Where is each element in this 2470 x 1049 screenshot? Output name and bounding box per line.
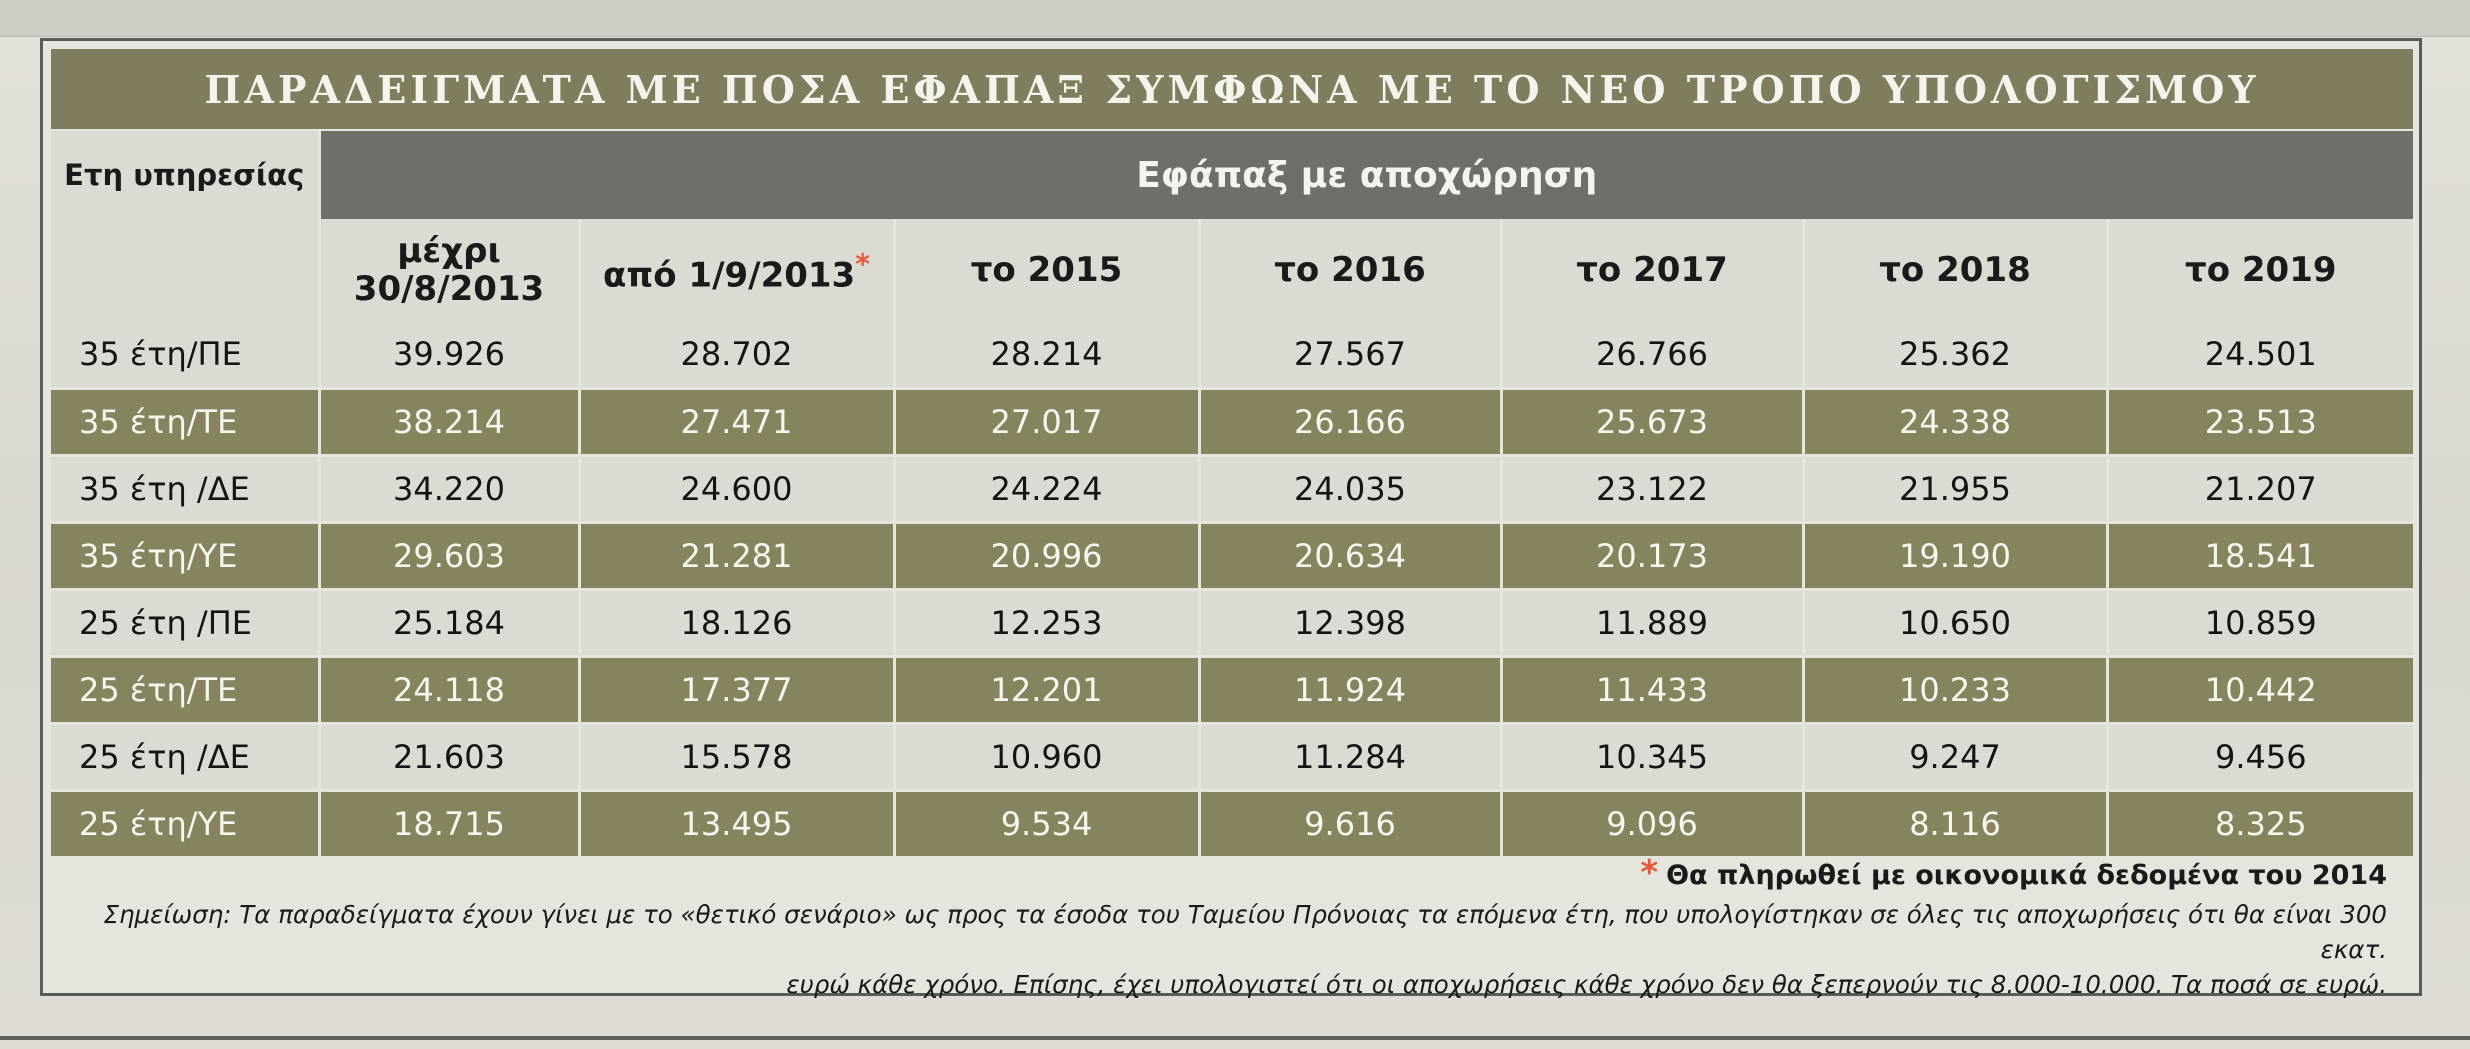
row-label: 25 έτη/ΤΕ <box>51 656 319 723</box>
table-cell: 9.616 <box>1199 790 1501 857</box>
table-row <box>51 388 2413 455</box>
column-header-line2: 30/8/2013 <box>353 269 545 309</box>
title-bar <box>51 49 2413 129</box>
table-cell: 10.650 <box>1803 589 2107 656</box>
column-header <box>1803 219 2107 321</box>
methodology-note <box>67 897 2387 1002</box>
table-cell: 15.578 <box>579 723 894 790</box>
footnote-text: Θα πληρωθεί με οικονομικά δεδομένα του 2014 <box>1666 860 2387 891</box>
column-header <box>579 219 894 321</box>
table-title: ΠΑΡΑΔΕΙΓΜΑΤΑ ΜΕ ΠΟΣΑ ΕΦΑΠΑΞ ΣΥΜΦΩΝΑ ΜΕ ΤΟ ΝΕΟ ΤΡΟΠΟ ΥΠΟΛΟΓΙΣΜΟΥ <box>204 66 2260 112</box>
row-label: 25 έτη/ΥΕ <box>51 790 319 857</box>
row-label: 35 έτη/ΠΕ <box>51 321 319 388</box>
table-cell: 23.513 <box>2107 388 2413 455</box>
column-header <box>2107 219 2413 321</box>
table-row <box>51 656 2413 723</box>
table-row <box>51 522 2413 589</box>
column-header-line1: το 2015 <box>970 250 1123 290</box>
table-cell: 20.996 <box>894 522 1199 589</box>
table-cell: 21.955 <box>1803 455 2107 522</box>
table-cell: 9.096 <box>1501 790 1803 857</box>
years-column-spacer <box>51 219 319 321</box>
table-cell: 21.207 <box>2107 455 2413 522</box>
table-cell: 11.889 <box>1501 589 1803 656</box>
bottom-rule <box>0 1036 2470 1040</box>
column-header <box>1501 219 1803 321</box>
footnote-star-note <box>1640 853 2387 893</box>
table-cell: 18.541 <box>2107 522 2413 589</box>
row-label: 35 έτη/ΤΕ <box>51 388 319 455</box>
table-cell: 10.345 <box>1501 723 1803 790</box>
table-cell: 27.017 <box>894 388 1199 455</box>
table-cell: 12.253 <box>894 589 1199 656</box>
row-label: 25 έτη /ΠΕ <box>51 589 319 656</box>
table-cell: 27.471 <box>579 388 894 455</box>
lump-sum-group-header: Εφάπαξ με αποχώρηση <box>319 131 2413 219</box>
table-cell: 26.166 <box>1199 388 1501 455</box>
previous-article-strip <box>0 0 2470 37</box>
table-cell: 8.116 <box>1803 790 2107 857</box>
table-cell: 38.214 <box>319 388 579 455</box>
table-cell: 25.184 <box>319 589 579 656</box>
table-cell: 9.534 <box>894 790 1199 857</box>
table-cell: 39.926 <box>319 321 579 388</box>
column-header <box>894 219 1199 321</box>
table-row <box>51 321 2413 388</box>
table-cell: 28.214 <box>894 321 1199 388</box>
table-cell: 20.173 <box>1501 522 1803 589</box>
table-cell: 23.122 <box>1501 455 1803 522</box>
column-header <box>319 219 579 321</box>
table-cell: 29.603 <box>319 522 579 589</box>
note-line-1: Σημείωση: Τα παραδείγματα έχουν γίνει με το «θετικό σενάριο» ως προς τα έσοδα του Ταμείου Πρόνοιας τα επόμενα έτη, που υπολογίστηκαν σε όλες τις αποχωρήσεις ότι θα είναι 300 εκατ. <box>103 900 2387 964</box>
column-header-line1: το 2019 <box>2185 250 2337 290</box>
header-row-group <box>51 131 2413 219</box>
table-cell: 12.398 <box>1199 589 1501 656</box>
table-cell: 25.673 <box>1501 388 1803 455</box>
table-cell: 27.567 <box>1199 321 1501 388</box>
table-cell: 24.501 <box>2107 321 2413 388</box>
table-cell: 24.118 <box>319 656 579 723</box>
table-cell: 11.433 <box>1501 656 1803 723</box>
table-cell: 24.224 <box>894 455 1199 522</box>
row-label: 35 έτη /ΔΕ <box>51 455 319 522</box>
column-header <box>1199 219 1501 321</box>
row-label: 25 έτη /ΔΕ <box>51 723 319 790</box>
table-cell: 18.715 <box>319 790 579 857</box>
table-cell: 11.284 <box>1199 723 1501 790</box>
table-cell: 10.233 <box>1803 656 2107 723</box>
table-cell: 28.702 <box>579 321 894 388</box>
table-cell: 8.325 <box>2107 790 2413 857</box>
table-cell: 19.190 <box>1803 522 2107 589</box>
table-cell: 34.220 <box>319 455 579 522</box>
table-cell: 20.634 <box>1199 522 1501 589</box>
table-cell: 24.600 <box>579 455 894 522</box>
table-cell: 26.766 <box>1501 321 1803 388</box>
table-cell: 24.338 <box>1803 388 2107 455</box>
table-cell: 21.603 <box>319 723 579 790</box>
table-cell: 21.281 <box>579 522 894 589</box>
column-header-line1: μέχρι <box>397 231 501 271</box>
years-of-service-header: Ετη υπηρεσίας <box>51 131 319 219</box>
column-header-line1: το 2017 <box>1576 250 1728 290</box>
table-cell: 9.247 <box>1803 723 2107 790</box>
table-cell: 17.377 <box>579 656 894 723</box>
table-row <box>51 723 2413 790</box>
lump-sum-table <box>51 131 2413 859</box>
table-cell: 10.960 <box>894 723 1199 790</box>
table-cell: 10.859 <box>2107 589 2413 656</box>
table-cell: 9.456 <box>2107 723 2413 790</box>
table-cell: 10.442 <box>2107 656 2413 723</box>
table-cell: 12.201 <box>894 656 1199 723</box>
row-label: 35 έτη/ΥΕ <box>51 522 319 589</box>
table-row <box>51 455 2413 522</box>
header-row-columns <box>51 219 2413 321</box>
table-cell: 11.924 <box>1199 656 1501 723</box>
table-row <box>51 589 2413 656</box>
table-row <box>51 790 2413 857</box>
column-header-line1: το 2016 <box>1274 250 1426 290</box>
column-header-line1: από 1/9/2013 <box>602 255 856 296</box>
asterisk-icon: * <box>1640 853 1659 893</box>
table-cell: 24.035 <box>1199 455 1501 522</box>
asterisk-icon: * <box>855 247 871 281</box>
table-cell: 25.362 <box>1803 321 2107 388</box>
column-header-line1: το 2018 <box>1879 250 2031 290</box>
table-body <box>51 321 2413 857</box>
table-cell: 13.495 <box>579 790 894 857</box>
infobox-frame <box>40 38 2422 999</box>
note-line-2: ευρώ κάθε χρόνο. Επίσης, έχει υπολογιστεί ότι οι αποχωρήσεις κάθε χρόνο δεν θα ξεπερνούν τις 8.000-10.000. Τα ποσά σε ευρώ. <box>786 970 2387 999</box>
table-cell: 18.126 <box>579 589 894 656</box>
